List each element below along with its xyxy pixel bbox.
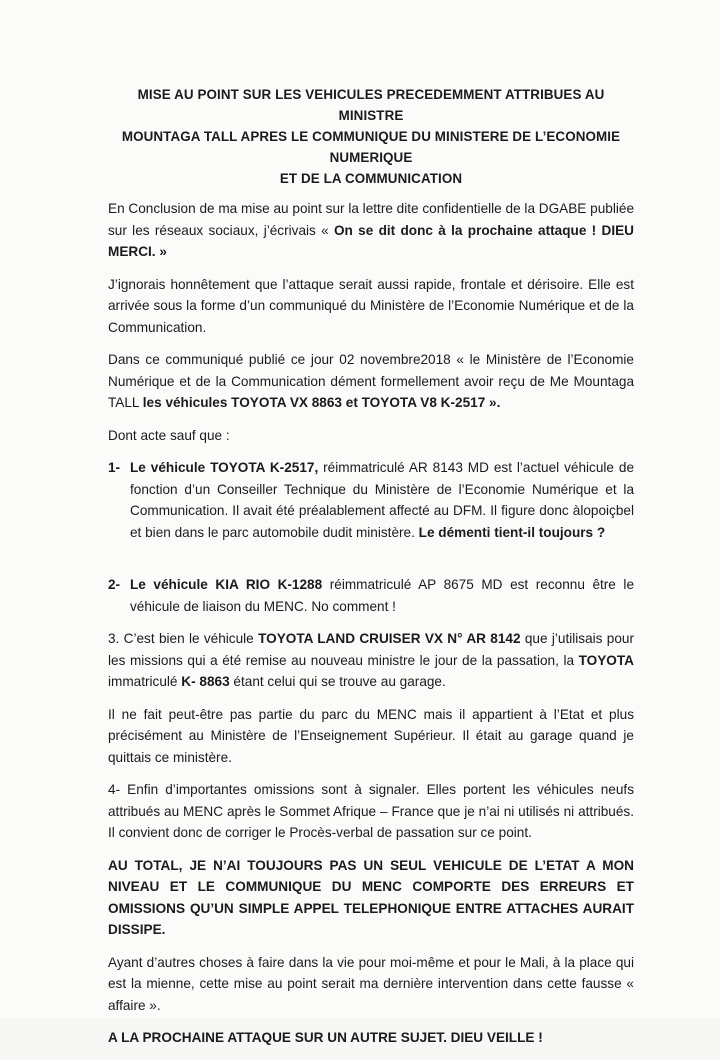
title-line-1: MISE AU POINT SUR LES VEHICULES PRECEDEMMENT ATTRIBUES AU MINISTRE	[137, 87, 605, 123]
p3-text-3: immatriculé	[108, 674, 182, 689]
item-body	[130, 574, 634, 617]
document-body	[108, 84, 634, 1060]
paragraph-parc: Il ne fait peut-être pas partie du parc du MENC mais il appartient à l’Etat et plus précisément au Ministère de l’Enseignement Supérieur. Il était au garage quand je quittais ce ministère.	[108, 706, 634, 765]
paragraph-attack: J’ignorais honnêtement que l’attaque serait aussi rapide, frontale et dérisoire. Elle est arrivée sous la forme d’un communiqué du Ministère de l’Economie Numérique et de la Communication.	[108, 276, 634, 335]
p3-text-4: étant celui qui se trouve au garage.	[229, 674, 446, 689]
item2-text: réimmatriculé AP 8675 MD est reconnu être le véhicule de liaison du MENC. No comment !	[130, 577, 635, 614]
list-item-1	[108, 457, 634, 543]
intro-text: En Conclusion de ma mise au point sur la lettre dite confidentielle de la DGABE publiée sur les réseaux sociaux, j’écrivais «	[108, 201, 634, 238]
paragraph-dont-acte: Dont acte sauf que :	[108, 427, 230, 443]
p3-text-1: 3. C’est bien le véhicule	[108, 631, 259, 646]
document-title	[108, 84, 634, 189]
item-body	[130, 457, 634, 543]
paragraph-intro	[108, 198, 634, 263]
title-line-3: ET DE LA COMMUNICATION	[279, 171, 463, 186]
item2-vehicle: Le véhicule KIA RIO K-1288	[130, 577, 323, 592]
list-item-2	[108, 574, 634, 617]
item-number: 2-	[108, 577, 121, 592]
p3-plate: K- 8863	[181, 674, 230, 689]
paragraph-point-4: 4- Enfin d’importantes omissions sont à signaler. Elles portent les véhicules neufs attribués au MENC après le Sommet Afrique – France que je n’ai ni utilisés ni attribués. Il convient donc de corriger le Procès-verbal de passation sur ce point.	[108, 782, 634, 840]
item-number: 1-	[108, 460, 121, 475]
paragraph-closing: A LA PROCHAINE ATTAQUE SUR UN AUTRE SUJET. DIEU VEILLE !	[108, 1030, 543, 1045]
paragraph-communique	[108, 349, 634, 414]
intro-quote: On se dit donc à la prochaine attaque ! DIEU MERCI. »	[108, 222, 634, 259]
item1-text: réimmatriculé AR 8143 MD est l’actuel véhicule de fonction d’un Conseiller Technique du Ministère de l’Economie Numérique et la Communication. Il avait été préalablement affecté au DFM. Il figure donc àlopoiçbel et bien dans le parc automobile dudit ministère.	[130, 460, 635, 540]
paragraph-conclusion: Ayant d’autres choses à faire dans la vie pour moi-même et pour le Mali, à la place qui est la mienne, cette mise au point serait ma dernière intervention dans cette fausse « affaire ».	[108, 954, 634, 1013]
communique-vehicles: les véhicules TOYOTA VX 8863 et TOYOTA V8 K-2517 ».	[142, 395, 501, 410]
communique-text: Dans ce communiqué publié ce jour 02 novembre2018 « le Ministère de l’Economie Numérique et de la Communication dément formellement avoir reçu de Me Mountaga TALL	[108, 352, 634, 410]
item1-question: Le démenti tient-il toujours ?	[418, 524, 606, 540]
paragraph-au-total: AU TOTAL, JE N’AI TOUJOURS PAS UN SEUL VEHICULE DE L’ETAT A MON NIVEAU ET LE COMMUNIQUE DU MENC COMPORTE DES ERREURS ET OMISSIONS QU’UN SIMPLE APPEL TELEPHONIQUE ENTRE ATTACHES AURAIT DISSIPE.	[108, 857, 634, 937]
p3-text-2: que j’utilisais pour les missions qui a été remise au nouveau ministre le jour de la passation, la	[108, 631, 634, 668]
p3-toyota: TOYOTA	[578, 652, 634, 668]
item1-vehicle: Le véhicule TOYOTA K-2517,	[130, 460, 319, 475]
p3-vehicle: TOYOTA LAND CRUISER VX N° AR 8142	[258, 631, 521, 646]
paragraph-point-3	[108, 628, 634, 693]
title-line-2: MOUNTAGA TALL APRES LE COMMUNIQUE DU MINISTERE DE L’ECONOMIE NUMERIQUE	[121, 129, 621, 165]
spacer	[108, 554, 634, 574]
